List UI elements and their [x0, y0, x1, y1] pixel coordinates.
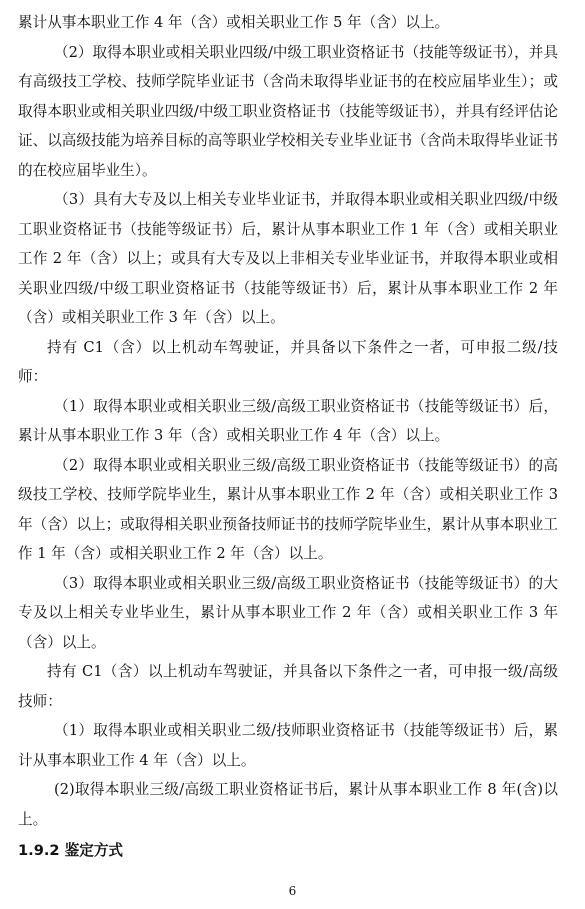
- paragraph-continuation: 累计从事本职业工作 4 年（含）或相关职业工作 5 年（含）以上。: [18, 14, 450, 31]
- paragraph-level-1-item-2: (2)取得本职业三级/高级工职业资格证书后，累计从事本职业工作 8 年(含)以上。: [18, 781, 558, 828]
- paragraph-item-2: （2）取得本职业或相关职业四级/中级工职业资格证书（技能等级证书），并具有高级技工学校、技师学院毕业证书（含尚未取得毕业证书的在校应届毕业生）；或取得本职业或相关职业四级/中级工职业资格证书（技能等级证书），并具有经评估论证、以高级技能为培养目标的高等职业学校相关专业毕业证书（含尚未取得毕业证书的在校应届毕业生）。: [18, 43, 558, 179]
- paragraph-level-2-item-2: （2）取得本职业或相关职业三级/高级工职业资格证书（技能等级证书）的高级技工学校、技师学院毕业生，累计从事本职业工作 2 年（含）或相关职业工作 3 年（含）以上；或取得相关职业预备技师证书的技师学院毕业生，累计从事本职业工作 1 年（含）或相关职业工作 2 年（含）以上。: [18, 456, 558, 562]
- section-heading: 1.9.2 鉴定方式: [18, 842, 124, 859]
- paragraph-level-2-intro: 持有 C1（含）以上机动车驾驶证，并具备以下条件之一者，可申报二级/技师：: [18, 338, 558, 385]
- page-number: 6: [288, 884, 297, 898]
- paragraph-level-2-item-3: （3）取得本职业或相关职业三级/高级工职业资格证书（技能等级证书）的大专及以上相关专业毕业生，累计从事本职业工作 2 年（含）或相关职业工作 3 年（含）以上。: [18, 574, 558, 651]
- paragraph-level-1-item-1: （1）取得本职业或相关职业二级/技师职业资格证书（技能等级证书）后，累计从事本职业工作 4 年（含）以上。: [18, 722, 558, 769]
- document-body: [18, 8, 558, 866]
- paragraph-level-1-intro: 持有 C1（含）以上机动车驾驶证，并具备以下条件之一者，可申报一级/高级技师：: [18, 663, 558, 710]
- paragraph-item-3: （3）具有大专及以上相关专业毕业证书，并取得本职业或相关职业四级/中级工职业资格证书（技能等级证书）后，累计从事本职业工作 1 年（含）或相关职业工作 2 年（含）以上；或具有大专及以上非相关专业毕业证书，并取得本职业或相关职业四级/中级工职业资格证书（技能等级证书）后，累计从事本职业工作 2 年（含）或相关职业工作 3 年（含）以上。: [18, 191, 558, 326]
- paragraph-level-2-item-1: （1）取得本职业或相关职业三级/高级工职业资格证书（技能等级证书）后，累计从事本职业工作 3 年（含）或相关职业工作 4 年（含）以上。: [18, 397, 558, 444]
